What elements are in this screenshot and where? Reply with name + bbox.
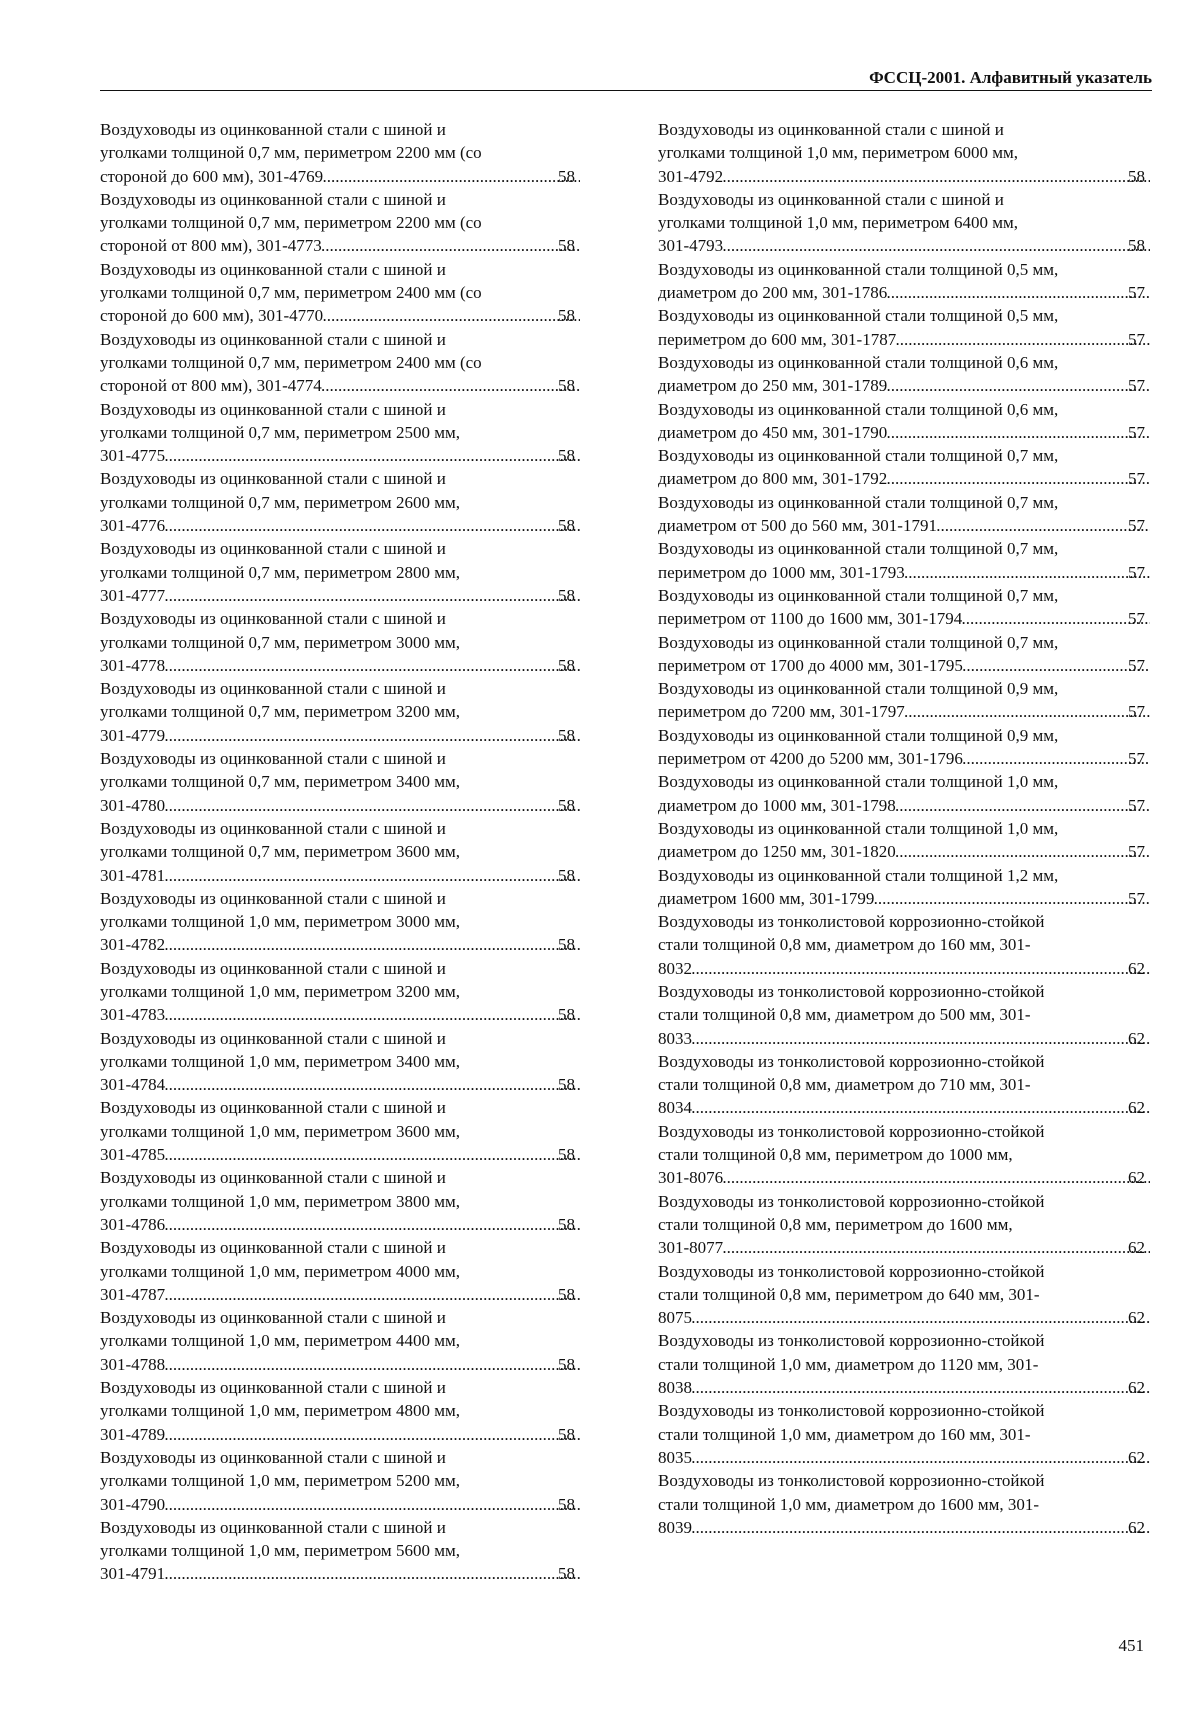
- entry-text-line: Воздуховоды из оцинкованной стали толщиной 0,7 мм,: [658, 539, 1059, 559]
- dot-leader: [165, 654, 580, 677]
- index-entry: [100, 817, 580, 887]
- entry-code: стороной от 800 мм), 301-4773: [100, 236, 322, 256]
- index-entry: [658, 304, 1150, 351]
- entry-code: 301-8076: [658, 1168, 724, 1188]
- entry-code: диаметром 1600 мм, 301-1799: [658, 888, 875, 908]
- index-entry: [658, 118, 1150, 188]
- dot-leader: [887, 467, 1150, 490]
- entry-last-line: 301-4775 ..... 58: [122, 444, 580, 467]
- entry-text-line: Воздуховоды из оцинкованной стали толщиной 0,6 мм,: [658, 399, 1059, 419]
- entry-text-line: Воздуховоды из оцинкованной стали с шиной и: [100, 1168, 446, 1188]
- dot-leader: [692, 1027, 1150, 1050]
- entry-last-line: 301-4781 ..... 58: [122, 864, 580, 887]
- entry-code: 301-4777: [100, 585, 166, 605]
- dot-leader: [692, 1446, 1150, 1469]
- entry-last-line: 301-4783 ..... 58: [122, 1003, 580, 1026]
- entry-last-line: 8034 ..... 62: [680, 1096, 1150, 1119]
- entry-text-line: Воздуховоды из тонколистовой коррозионно-стойкой: [658, 1471, 1045, 1491]
- dot-leader: [165, 1003, 580, 1026]
- index-column-right: [658, 118, 1150, 1539]
- entry-last-line: 301-4792 ..... 58: [680, 165, 1150, 188]
- entry-text-line: уголками толщиной 1,0 мм, периметром 5600 мм,: [100, 1541, 460, 1561]
- entry-text-line: Воздуховоды из оцинкованной стали с шиной и: [100, 1238, 446, 1258]
- dot-leader: [896, 840, 1150, 863]
- entry-text-line: уголками толщиной 1,0 мм, периметром 3200 мм,: [100, 981, 460, 1001]
- entry-last-line: стороной от 800 мм), 301-4773 ..... 58: [122, 234, 580, 257]
- entry-last-line: стороной от 800 мм), 301-4774 ..... 58: [122, 374, 580, 397]
- entry-text-line: Воздуховоды из тонколистовой коррозионно-стойкой: [658, 1121, 1045, 1141]
- index-entry: [658, 1120, 1150, 1190]
- dot-leader: [323, 304, 580, 327]
- entry-text-line: Воздуховоды из оцинкованной стали с шиной и: [100, 329, 446, 349]
- dot-leader: [165, 1213, 580, 1236]
- entry-text-line: Воздуховоды из оцинкованной стали толщиной 0,7 мм,: [658, 446, 1059, 466]
- index-entry: [658, 724, 1150, 771]
- entry-last-line: 8035 ..... 62: [680, 1446, 1150, 1469]
- entry-code: периметром от 1700 до 4000 мм, 301-1795: [658, 655, 963, 675]
- entry-text-line: стали толщиной 0,8 мм, диаметром до 500 мм, 301-: [658, 1005, 1031, 1025]
- entry-text-line: Воздуховоды из оцинкованной стали с шиной и: [100, 539, 446, 559]
- dot-leader: [963, 654, 1150, 677]
- page-number: 451: [1118, 1636, 1144, 1655]
- index-entry: [658, 1329, 1150, 1399]
- dot-leader: [887, 374, 1150, 397]
- entry-text-line: уголками толщиной 1,0 мм, периметром 3000 мм,: [100, 912, 460, 932]
- index-entry: [100, 398, 580, 468]
- index-entry: [658, 444, 1150, 491]
- entry-text-line: уголками толщиной 1,0 мм, периметром 5200 мм,: [100, 1471, 460, 1491]
- entry-text-line: Воздуховоды из оцинкованной стали с шиной и: [100, 749, 446, 769]
- dot-leader: [962, 607, 1150, 630]
- entry-text-line: уголками толщиной 0,7 мм, периметром 3000 мм,: [100, 632, 460, 652]
- entry-code: диаметром до 1000 мм, 301-1798: [658, 795, 896, 815]
- index-entry: [658, 864, 1150, 911]
- entry-last-line: 301-4785 ..... 58: [122, 1143, 580, 1166]
- entry-last-line: диаметром до 450 мм, 301-1790 ..... 57: [680, 421, 1150, 444]
- entry-text-line: уголками толщиной 0,7 мм, периметром 2200 мм (со: [100, 143, 482, 163]
- entry-text-line: Воздуховоды из оцинкованной стали толщиной 1,0 мм,: [658, 772, 1059, 792]
- entry-code: стороной до 600 мм), 301-4769: [100, 166, 324, 186]
- dot-leader: [692, 1096, 1150, 1119]
- entry-last-line: 301-4788 ..... 58: [122, 1353, 580, 1376]
- entry-text-line: Воздуховоды из оцинкованной стали с шиной и: [100, 1308, 446, 1328]
- entry-last-line: периметром от 1100 до 1600 мм, 301-1794 ..... 57: [680, 607, 1150, 630]
- index-entry: [100, 188, 580, 258]
- entry-last-line: стороной до 600 мм), 301-4770 ..... 58: [122, 304, 580, 327]
- entry-text-line: Воздуховоды из тонколистовой коррозионно-стойкой: [658, 1261, 1045, 1281]
- dot-leader: [165, 724, 580, 747]
- index-entry: [658, 258, 1150, 305]
- entry-text-line: Воздуховоды из тонколистовой коррозионно-стойкой: [658, 1331, 1045, 1351]
- dot-leader: [165, 1283, 580, 1306]
- page-header: [100, 68, 1152, 91]
- dot-leader: [165, 1423, 580, 1446]
- entry-text-line: Воздуховоды из оцинкованной стали с шиной и: [100, 469, 446, 489]
- dot-leader: [874, 887, 1150, 910]
- entry-last-line: 301-4780 ..... 58: [122, 794, 580, 817]
- entry-text-line: уголками толщиной 1,0 мм, периметром 4800 мм,: [100, 1401, 460, 1421]
- dot-leader: [165, 1073, 580, 1096]
- index-entry: [658, 1399, 1150, 1469]
- entry-last-line: 8033 ..... 62: [680, 1027, 1150, 1050]
- entry-code: стороной от 800 мм), 301-4774: [100, 376, 322, 396]
- entry-text-line: уголками толщиной 0,7 мм, периметром 2400 мм (со: [100, 283, 482, 303]
- entry-text-line: уголками толщиной 0,7 мм, периметром 2800 мм,: [100, 562, 460, 582]
- entry-text-line: стали толщиной 0,8 мм, диаметром до 710 мм, 301-: [658, 1075, 1031, 1095]
- entry-code: диаметром до 450 мм, 301-1790: [658, 422, 888, 442]
- entry-code: 301-4779: [100, 725, 166, 745]
- dot-leader: [905, 561, 1150, 584]
- entry-last-line: диаметром до 1250 мм, 301-1820 ..... 57: [680, 840, 1150, 863]
- entry-text-line: Воздуховоды из оцинкованной стали с шиной и: [100, 679, 446, 699]
- entry-last-line: диаметром до 800 мм, 301-1792 ..... 57: [680, 467, 1150, 490]
- dot-leader: [165, 1493, 580, 1516]
- entry-last-line: диаметром 1600 мм, 301-1799 ..... 57: [680, 887, 1150, 910]
- entry-text-line: уголками толщиной 0,7 мм, периметром 3400 мм,: [100, 772, 460, 792]
- entry-last-line: периметром от 1700 до 4000 мм, 301-1795 ..... 57: [680, 654, 1150, 677]
- index-entry: [100, 258, 580, 328]
- entry-last-line: стороной до 600 мм), 301-4769 ..... 58: [122, 165, 580, 188]
- index-entry: [100, 1027, 580, 1097]
- dot-leader: [723, 234, 1150, 257]
- entry-code: периметром от 1100 до 1600 мм, 301-1794: [658, 609, 963, 629]
- dot-leader: [692, 1306, 1150, 1329]
- entry-text-line: Воздуховоды из оцинкованной стали с шиной и: [100, 259, 446, 279]
- entry-text-line: Воздуховоды из оцинкованной стали с шиной и: [100, 818, 446, 838]
- entry-text-line: уголками толщиной 0,7 мм, периметром 3200 мм,: [100, 702, 460, 722]
- entry-code: 301-4786: [100, 1214, 166, 1234]
- entry-code: 301-4778: [100, 655, 166, 675]
- entry-text-line: стали толщиной 0,8 мм, периметром до 1600 мм,: [658, 1214, 1013, 1234]
- entry-code: диаметром до 200 мм, 301-1786: [658, 283, 888, 303]
- entry-code: диаметром до 1250 мм, 301-1820: [658, 842, 896, 862]
- dot-leader: [165, 1143, 580, 1166]
- index-entry: [658, 351, 1150, 398]
- entry-last-line: диаметром до 250 мм, 301-1789 ..... 57: [680, 374, 1150, 397]
- dot-leader: [165, 864, 580, 887]
- dot-leader: [322, 234, 580, 257]
- entry-text-line: уголками толщиной 1,0 мм, периметром 3600 мм,: [100, 1121, 460, 1141]
- dot-leader: [165, 794, 580, 817]
- index-entry: [658, 188, 1150, 258]
- entry-code: 301-4791: [100, 1564, 166, 1584]
- entry-code: периметром до 1000 мм, 301-1793: [658, 562, 905, 582]
- entry-code: 301-4781: [100, 865, 166, 885]
- dot-leader: [165, 1353, 580, 1376]
- dot-leader: [887, 281, 1150, 304]
- index-entry: [100, 118, 580, 188]
- entry-last-line: периметром до 7200 мм, 301-1797 ..... 57: [680, 700, 1150, 723]
- dot-leader: [723, 165, 1150, 188]
- entry-code: 301-4789: [100, 1424, 166, 1444]
- index-entry: [658, 1260, 1150, 1330]
- index-entry: [100, 677, 580, 747]
- index-entry: [100, 957, 580, 1027]
- entry-text-line: Воздуховоды из тонколистовой коррозионно-стойкой: [658, 981, 1045, 1001]
- entry-text-line: Воздуховоды из оцинкованной стали с шиной и: [658, 189, 1004, 209]
- entry-last-line: 301-4778 ..... 58: [122, 654, 580, 677]
- entry-code: 8033: [658, 1028, 692, 1048]
- entry-last-line: 301-4793 ..... 58: [680, 234, 1150, 257]
- entry-last-line: 301-4787 ..... 58: [122, 1283, 580, 1306]
- entry-last-line: 301-4790 ..... 58: [122, 1493, 580, 1516]
- index-entry: [658, 491, 1150, 538]
- header-title: ФССЦ-2001. Алфавитный указатель: [869, 68, 1152, 87]
- index-entry: [100, 887, 580, 957]
- entry-code: 301-4775: [100, 446, 166, 466]
- entry-code: 8032: [658, 958, 692, 978]
- index-column-left: [100, 118, 580, 1586]
- entry-text-line: Воздуховоды из оцинкованной стали толщиной 0,7 мм,: [658, 585, 1059, 605]
- entry-text-line: уголками толщиной 0,7 мм, периметром 3600 мм,: [100, 842, 460, 862]
- entry-code: 301-4783: [100, 1005, 166, 1025]
- index-entry: [100, 328, 580, 398]
- entry-code: 8075: [658, 1308, 692, 1328]
- index-entry: [658, 1050, 1150, 1120]
- dot-leader: [963, 747, 1150, 770]
- dot-leader: [896, 328, 1150, 351]
- entry-text-line: Воздуховоды из оцинкованной стали с шиной и: [100, 1447, 446, 1467]
- entry-code: 8038: [658, 1378, 692, 1398]
- entry-code: периметром от 4200 до 5200 мм, 301-1796: [658, 749, 963, 769]
- entry-code: 301-4780: [100, 795, 166, 815]
- entry-code: 301-4790: [100, 1494, 166, 1514]
- entry-last-line: 301-8076 ..... 62: [680, 1166, 1150, 1189]
- entry-text-line: стали толщиной 1,0 мм, диаметром до 1600 мм, 301-: [658, 1494, 1040, 1514]
- dot-leader: [723, 1166, 1150, 1189]
- entry-text-line: уголками толщиной 1,0 мм, периметром 4000 мм,: [100, 1261, 460, 1281]
- entry-last-line: 301-8077 ..... 62: [680, 1236, 1150, 1259]
- dot-leader: [165, 444, 580, 467]
- entry-text-line: стали толщиной 0,8 мм, периметром до 640 мм, 301-: [658, 1284, 1040, 1304]
- entry-text-line: Воздуховоды из оцинкованной стали толщиной 1,2 мм,: [658, 865, 1059, 885]
- entry-text-line: Воздуховоды из оцинкованной стали с шиной и: [100, 1028, 446, 1048]
- entry-text-line: Воздуховоды из оцинкованной стали с шиной и: [658, 120, 1004, 139]
- entry-last-line: 8039 ..... 62: [680, 1516, 1150, 1539]
- index-entry: [658, 817, 1150, 864]
- index-entry: [100, 1306, 580, 1376]
- entry-text-line: стали толщиной 1,0 мм, диаметром до 1120 мм, 301-: [658, 1354, 1039, 1374]
- entry-last-line: 301-4786 ..... 58: [122, 1213, 580, 1236]
- entry-text-line: уголками толщиной 1,0 мм, периметром 6000 мм,: [658, 143, 1018, 163]
- entry-code: периметром до 600 мм, 301-1787: [658, 329, 897, 349]
- index-entry: [658, 770, 1150, 817]
- entry-last-line: 8032 ..... 62: [680, 957, 1150, 980]
- entry-code: 8034: [658, 1098, 692, 1118]
- entry-code: 301-4785: [100, 1145, 166, 1165]
- entry-last-line: 301-4779 ..... 58: [122, 724, 580, 747]
- entry-text-line: уголками толщиной 0,7 мм, периметром 2400 мм (со: [100, 352, 482, 372]
- entry-text-line: Воздуховоды из оцинкованной стали толщиной 0,5 мм,: [658, 306, 1059, 326]
- index-entry: [658, 398, 1150, 445]
- index-entry: [100, 1446, 580, 1516]
- index-entry: [658, 910, 1150, 980]
- entry-last-line: 301-4791 ..... 58: [122, 1562, 580, 1585]
- dot-leader: [322, 374, 580, 397]
- entry-text-line: Воздуховоды из тонколистовой коррозионно-стойкой: [658, 912, 1045, 932]
- entry-last-line: диаметром от 500 до 560 мм, 301-1791 ..... 57: [680, 514, 1150, 537]
- entry-code: диаметром от 500 до 560 мм, 301-1791: [658, 516, 937, 536]
- index-entry: [100, 1096, 580, 1166]
- entry-text-line: уголками толщиной 1,0 мм, периметром 3800 мм,: [100, 1191, 460, 1211]
- dot-leader: [165, 584, 580, 607]
- index-entry: [658, 980, 1150, 1050]
- entry-code: 301-8077: [658, 1238, 724, 1258]
- entry-text-line: Воздуховоды из тонколистовой коррозионно-стойкой: [658, 1191, 1045, 1211]
- dot-leader: [323, 165, 580, 188]
- entry-text-line: Воздуховоды из оцинкованной стали толщиной 0,6 мм,: [658, 352, 1059, 372]
- entry-text-line: стали толщиной 1,0 мм, диаметром до 160 мм, 301-: [658, 1424, 1031, 1444]
- index-entry: [100, 1236, 580, 1306]
- entry-last-line: 301-4784 ..... 58: [122, 1073, 580, 1096]
- entry-last-line: диаметром до 200 мм, 301-1786 ..... 57: [680, 281, 1150, 304]
- entry-text-line: Воздуховоды из оцинкованной стали с шиной и: [100, 888, 446, 908]
- entry-text-line: Воздуховоды из оцинкованной стали толщиной 0,7 мм,: [658, 492, 1059, 512]
- entry-code: диаметром до 250 мм, 301-1789: [658, 376, 888, 396]
- dot-leader: [905, 700, 1150, 723]
- dot-leader: [692, 1516, 1150, 1539]
- entry-text-line: Воздуховоды из тонколистовой коррозионно-стойкой: [658, 1401, 1045, 1421]
- dot-leader: [165, 933, 580, 956]
- entry-text-line: Воздуховоды из оцинкованной стали с шиной и: [100, 1517, 446, 1537]
- entry-text-line: уголками толщиной 0,7 мм, периметром 2200 мм (со: [100, 213, 482, 233]
- index-entry: [658, 537, 1150, 584]
- entry-text-line: Воздуховоды из оцинкованной стали толщиной 1,0 мм,: [658, 818, 1059, 838]
- entry-text-line: стали толщиной 0,8 мм, периметром до 1000 мм,: [658, 1145, 1013, 1165]
- index-entry: [658, 677, 1150, 724]
- entry-last-line: 301-4782 ..... 58: [122, 933, 580, 956]
- entry-last-line: 301-4777 ..... 58: [122, 584, 580, 607]
- entry-code: 301-4788: [100, 1354, 166, 1374]
- entry-text-line: Воздуховоды из оцинкованной стали толщиной 0,9 мм,: [658, 679, 1059, 699]
- entry-code: стороной до 600 мм), 301-4770: [100, 306, 324, 326]
- dot-leader: [165, 514, 580, 537]
- dot-leader: [692, 1376, 1150, 1399]
- dot-leader: [723, 1236, 1150, 1259]
- entry-last-line: диаметром до 1000 мм, 301-1798 ..... 57: [680, 794, 1150, 817]
- entry-text-line: уголками толщиной 0,7 мм, периметром 2500 мм,: [100, 422, 460, 442]
- entry-last-line: 301-4789 ..... 58: [122, 1423, 580, 1446]
- entry-text-line: Воздуховоды из оцинкованной стали с шиной и: [100, 958, 446, 978]
- entry-text-line: стали толщиной 0,8 мм, диаметром до 160 мм, 301-: [658, 935, 1031, 955]
- entry-text-line: Воздуховоды из оцинкованной стали с шиной и: [100, 1378, 446, 1398]
- entry-last-line: периметром до 600 мм, 301-1787 ..... 57: [680, 328, 1150, 351]
- dot-leader: [887, 421, 1150, 444]
- entry-last-line: периметром до 1000 мм, 301-1793 ..... 57: [680, 561, 1150, 584]
- entry-text-line: уголками толщиной 0,7 мм, периметром 2600 мм,: [100, 492, 460, 512]
- entry-text-line: Воздуховоды из оцинкованной стали толщиной 0,9 мм,: [658, 725, 1059, 745]
- index-entry: [100, 467, 580, 537]
- dot-leader: [937, 514, 1150, 537]
- entry-text-line: уголками толщиной 1,0 мм, периметром 6400 мм,: [658, 213, 1018, 233]
- entry-last-line: 8038 ..... 62: [680, 1376, 1150, 1399]
- index-entry: [100, 1166, 580, 1236]
- index-entry: [100, 1376, 580, 1446]
- entry-text-line: Воздуховоды из оцинкованной стали с шиной и: [100, 399, 446, 419]
- entry-code: 301-4782: [100, 935, 166, 955]
- entry-code: 8039: [658, 1517, 692, 1537]
- index-entry: [658, 631, 1150, 678]
- entry-code: 8035: [658, 1447, 692, 1467]
- entry-code: 301-4792: [658, 166, 724, 186]
- entry-code: 301-4776: [100, 516, 166, 536]
- dot-leader: [165, 1562, 580, 1585]
- entry-text-line: уголками толщиной 1,0 мм, периметром 4400 мм,: [100, 1331, 460, 1351]
- entry-text-line: Воздуховоды из оцинкованной стали с шиной и: [100, 120, 446, 139]
- index-entry: [100, 537, 580, 607]
- index-entry: [658, 1190, 1150, 1260]
- entry-text-line: Воздуховоды из оцинкованной стали толщиной 0,7 мм,: [658, 632, 1059, 652]
- index-entry: [658, 584, 1150, 631]
- entry-last-line: 301-4776 ..... 58: [122, 514, 580, 537]
- entry-text-line: Воздуховоды из оцинкованной стали толщиной 0,5 мм,: [658, 259, 1059, 279]
- index-entry: [658, 1469, 1150, 1539]
- entry-code: 301-4784: [100, 1075, 166, 1095]
- entry-last-line: 8075 ..... 62: [680, 1306, 1150, 1329]
- dot-leader: [896, 794, 1150, 817]
- entry-code: 301-4793: [658, 236, 724, 256]
- entry-code: периметром до 7200 мм, 301-1797: [658, 702, 905, 722]
- entry-code: диаметром до 800 мм, 301-1792: [658, 469, 888, 489]
- dot-leader: [692, 957, 1150, 980]
- entry-text-line: уголками толщиной 1,0 мм, периметром 3400 мм,: [100, 1051, 460, 1071]
- entry-text-line: Воздуховоды из оцинкованной стали с шиной и: [100, 189, 446, 209]
- index-entry: [100, 1516, 580, 1586]
- index-entry: [100, 607, 580, 677]
- entry-last-line: периметром от 4200 до 5200 мм, 301-1796 ..... 57: [680, 747, 1150, 770]
- entry-text-line: Воздуховоды из оцинкованной стали с шиной и: [100, 609, 446, 629]
- entry-text-line: Воздуховоды из оцинкованной стали с шиной и: [100, 1098, 446, 1118]
- entry-text-line: Воздуховоды из тонколистовой коррозионно-стойкой: [658, 1051, 1045, 1071]
- entry-code: 301-4787: [100, 1284, 166, 1304]
- index-entry: [100, 747, 580, 817]
